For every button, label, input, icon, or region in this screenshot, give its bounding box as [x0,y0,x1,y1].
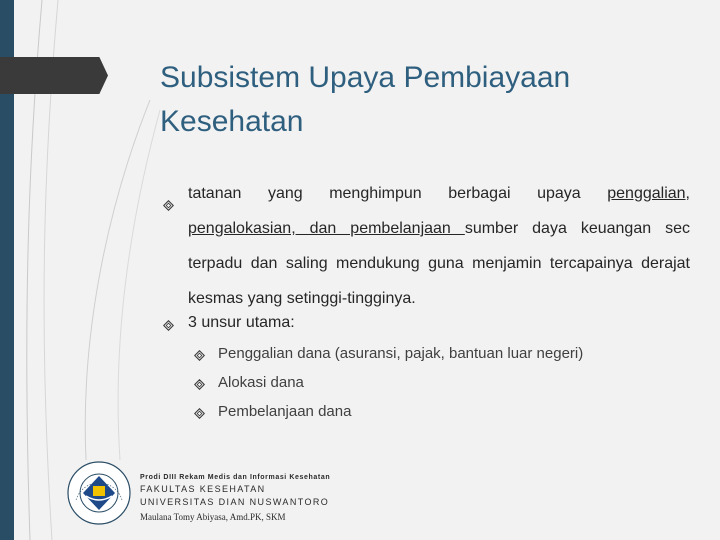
bullet-text-underlined: penggalian, pengalokasian, dan pembelanjaan [188,185,690,237]
sub-bullet-item [194,403,351,420]
slide-title: Subsistem Upaya Pembiayaan Kesehatan [160,61,571,138]
bullet-text-2: 3 unsur utama: [188,314,295,331]
bullet-text-plain: sumber daya keuangan sec terpadu dan saling mendukung guna menjamin tercapainya derajat kesmas yang setinggi-tingginya. [188,220,690,307]
title-accent-tab [0,57,108,94]
footer-faculty: FAKULTAS KESEHATAN [140,484,266,494]
bullet-text-1 [163,176,690,316]
footer-author: Maulana Tomy Abiyasa, Amd.PK, SKM [140,512,286,522]
footer-program: Prodi DIII Rekam Medis dan Informasi Kesehatan [140,474,331,481]
sub-bullet-text: Pembelanjaan dana [218,403,352,420]
diamond-bullet-icon [194,405,205,422]
footer-university: UNIVERSITAS DIAN NUSWANTORO [140,497,330,507]
diamond-bullet-icon [194,376,205,393]
sub-bullet-text: Alokasi dana [218,374,304,391]
sub-bullet-item [194,345,583,362]
diamond-bullet-icon [194,347,205,364]
footer-institution [140,474,330,522]
sub-bullet-text: Penggalian dana (asuransi, pajak, bantuan luar negeri) [218,345,584,362]
university-logo [66,460,132,526]
diamond-bullet-icon [163,317,174,335]
bullet-item-1 [163,176,690,316]
diamond-bullet-icon [163,188,174,223]
bullet-item-2 [163,314,295,332]
bullet-text-plain: tatanan yang menghimpun berbagai upaya [188,185,608,202]
sub-bullet-item [194,374,304,391]
